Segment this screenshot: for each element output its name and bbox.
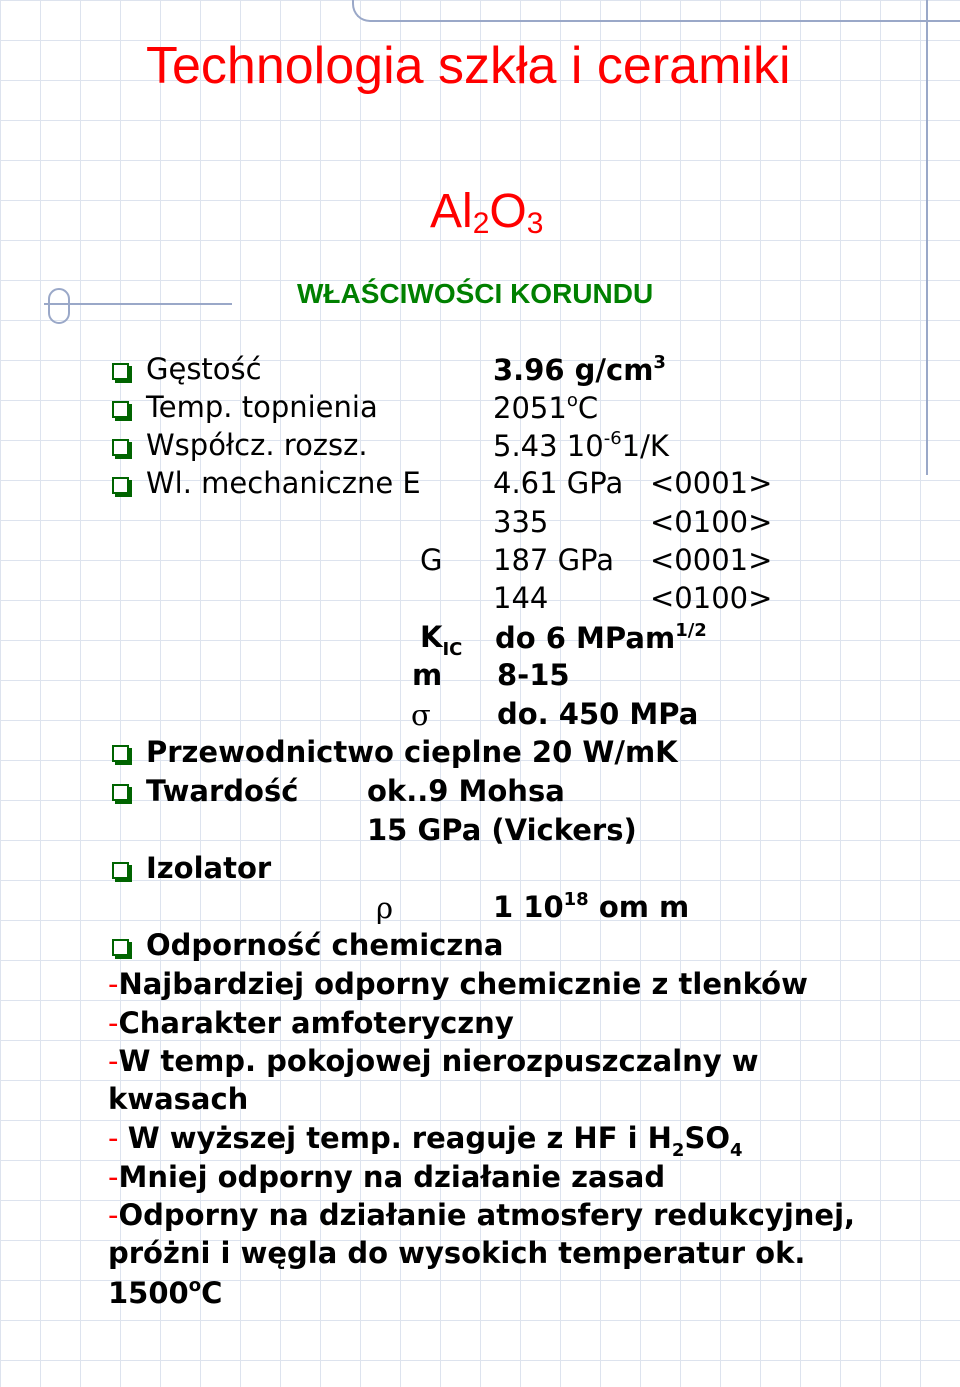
conductivity-text: Przewodnictwo cieplne 20 W/mK <box>146 735 678 769</box>
bullet-checkbox-icon <box>112 939 129 956</box>
bullet-checkbox-icon <box>112 784 129 801</box>
e1-value: 4.61 GPa <box>493 466 624 500</box>
chemical-formula: $Al_2O_3$ <box>430 185 544 240</box>
chem-note-2: -Charakter amfoteryczny <box>108 1006 514 1040</box>
chem-note-6-temp: 1500$^o$C <box>108 1275 223 1310</box>
hardness-value-vickers: 15 GPa (Vickers) <box>367 813 637 847</box>
e2-direction: <0100> <box>650 505 773 539</box>
density-value: 3.96 $g/cm^3$ <box>493 352 666 387</box>
g1-direction: <0001> <box>650 543 773 577</box>
e2-value: 335 <box>493 505 549 539</box>
bullet-checkbox-icon <box>112 363 129 380</box>
chem-note-3-cont: kwasach <box>108 1082 249 1116</box>
sigma-value: do. 450 MPa <box>497 697 699 731</box>
chem-note-1: -Najbardziej odporny chemicznie z tlenków <box>108 967 808 1001</box>
m-value: 8-15 <box>497 658 570 692</box>
bullet-checkbox-icon <box>112 745 129 762</box>
expansion-value: 5.43 $10^{-6}1/K$ <box>493 428 669 463</box>
g2-direction: <0100> <box>650 581 773 615</box>
page-title: Technologia szkła i ceramiki <box>146 37 791 95</box>
e1-direction: <0001> <box>650 466 773 500</box>
decorative-vertical-line <box>926 0 928 475</box>
rho-symbol: ρ <box>376 891 394 925</box>
bullet-checkbox-icon <box>112 862 129 879</box>
density-label: Gęstość <box>146 352 262 386</box>
g-symbol: G <box>420 543 443 577</box>
chem-note-3: -W temp. pokojowej nierozpuszczalny w <box>108 1044 759 1078</box>
melting-label: Temp. topnienia <box>146 390 378 424</box>
decorative-horizontal-line <box>44 303 232 305</box>
resistivity-value: 1 $10^{18}$ om m <box>493 889 690 924</box>
kic-value: do 6 MPam$^{1/2}$ <box>495 620 707 655</box>
g2-value: 144 <box>493 581 549 615</box>
decorative-curl <box>48 288 70 324</box>
bullet-checkbox-icon <box>112 477 129 494</box>
insulator-label: Izolator <box>146 851 272 885</box>
sigma-symbol: σ <box>411 698 431 732</box>
g1-value: 187 GPa <box>493 543 614 577</box>
hardness-value-mohs: ok..9 Mohsa <box>367 774 565 808</box>
section-subtitle: WŁAŚCIWOŚCI KORUNDU <box>297 278 654 309</box>
chem-note-6: -Odporny na działanie atmosfery redukcyjnej, <box>108 1198 856 1232</box>
chem-note-4: - W wyższej temp. reaguje z HF i $H_2SO_4$ <box>108 1121 743 1161</box>
melting-value: 2051$^o$C <box>493 390 599 425</box>
hardness-label: Twardość <box>146 774 299 808</box>
expansion-label: Współcz. rozsz. <box>146 428 368 462</box>
bullet-checkbox-icon <box>112 401 129 418</box>
chemical-resistance-label: Odporność chemiczna <box>146 928 504 962</box>
decorative-corner-line <box>352 0 960 22</box>
kic-symbol: $K_{IC}$ <box>420 620 463 660</box>
m-symbol: m <box>412 658 443 692</box>
bullet-checkbox-icon <box>112 439 129 456</box>
mechanical-label: Wl. mechaniczne E <box>146 466 421 500</box>
chem-note-6-cont: próżni i węgla do wysokich temperatur ok. <box>108 1236 806 1270</box>
chem-note-5: -Mniej odporny na działanie zasad <box>108 1160 666 1194</box>
